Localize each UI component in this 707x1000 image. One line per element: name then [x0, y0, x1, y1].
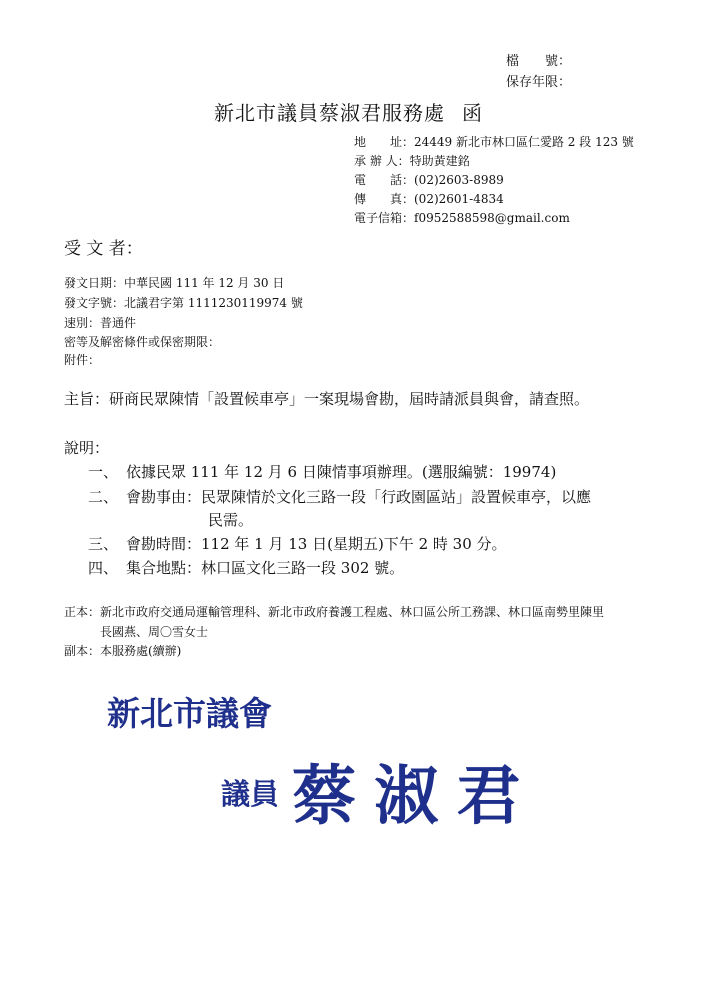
contact-handler: 承 辦 人：特助黃建銘: [354, 154, 470, 168]
security-level: 密等及解密條件或保密期限：: [64, 335, 221, 349]
list-item: 會勘事由：民眾陳情於文化三路一段「行政園區站」設置候車亭，以應: [126, 488, 592, 506]
list-item: 依據民眾 111 年 12 月 6 日陳情事項辦理。(選服編號：19974): [126, 463, 557, 481]
list-item-continuation: 民需。: [208, 511, 254, 529]
contact-phone: 電 話：(02)2603-8989: [354, 173, 504, 187]
list-item-number: 三、: [88, 535, 119, 553]
subject: 主旨：研商民眾陳情「設置候車亭」一案現場會勘，屆時請派員與會，請查照。: [64, 390, 590, 408]
copy-recipients: 副本：本服務處(續辦): [64, 644, 182, 658]
document-title: 新北市議員蔡淑君服務處: [214, 101, 445, 125]
main-recipients-continued: 長國燕、周〇雪女士: [100, 625, 209, 639]
file-number-label: 檔 號：: [506, 54, 572, 69]
list-item: 會勘時間：112 年 1 月 13 日(星期五)下午 2 時 30 分。: [126, 535, 507, 553]
seal-role: 議員: [221, 777, 280, 811]
contact-fax: 傳 真：(02)2601-4834: [354, 192, 504, 206]
issue-date: 發文日期：中華民國 111 年 12 月 30 日: [64, 276, 285, 290]
list-item-number: 一、: [88, 463, 119, 481]
document-type: 函: [462, 101, 483, 125]
attachment: 附件：: [64, 353, 101, 367]
contact-address: 地 址：24449 新北市林口區仁愛路 2 段 123 號: [354, 135, 634, 149]
seal-council-name: 新北市議會: [107, 694, 272, 733]
list-item: 集合地點：林口區文化三路一段 302 號。: [126, 559, 405, 577]
main-recipients: 正本：新北市政府交通局運輸管理科、新北市政府養護工程處、林口區公所工務課、林口區南勢里陳里: [64, 605, 605, 619]
explanation-label: 說明：: [64, 439, 110, 457]
recipient-label: 受 文 者：: [64, 239, 143, 259]
list-item-number: 二、: [88, 488, 119, 506]
reference-number: 發文字號：北議君字第 1111230119974 號: [64, 296, 303, 310]
speed-class: 速別：普通件: [64, 316, 137, 330]
retention-period-label: 保存年限：: [506, 75, 572, 90]
contact-email: 電子信箱：f0952588598@gmail.com: [354, 211, 570, 225]
seal-councilor-name: 蔡 淑 君: [292, 759, 519, 834]
list-item-number: 四、: [88, 559, 119, 577]
